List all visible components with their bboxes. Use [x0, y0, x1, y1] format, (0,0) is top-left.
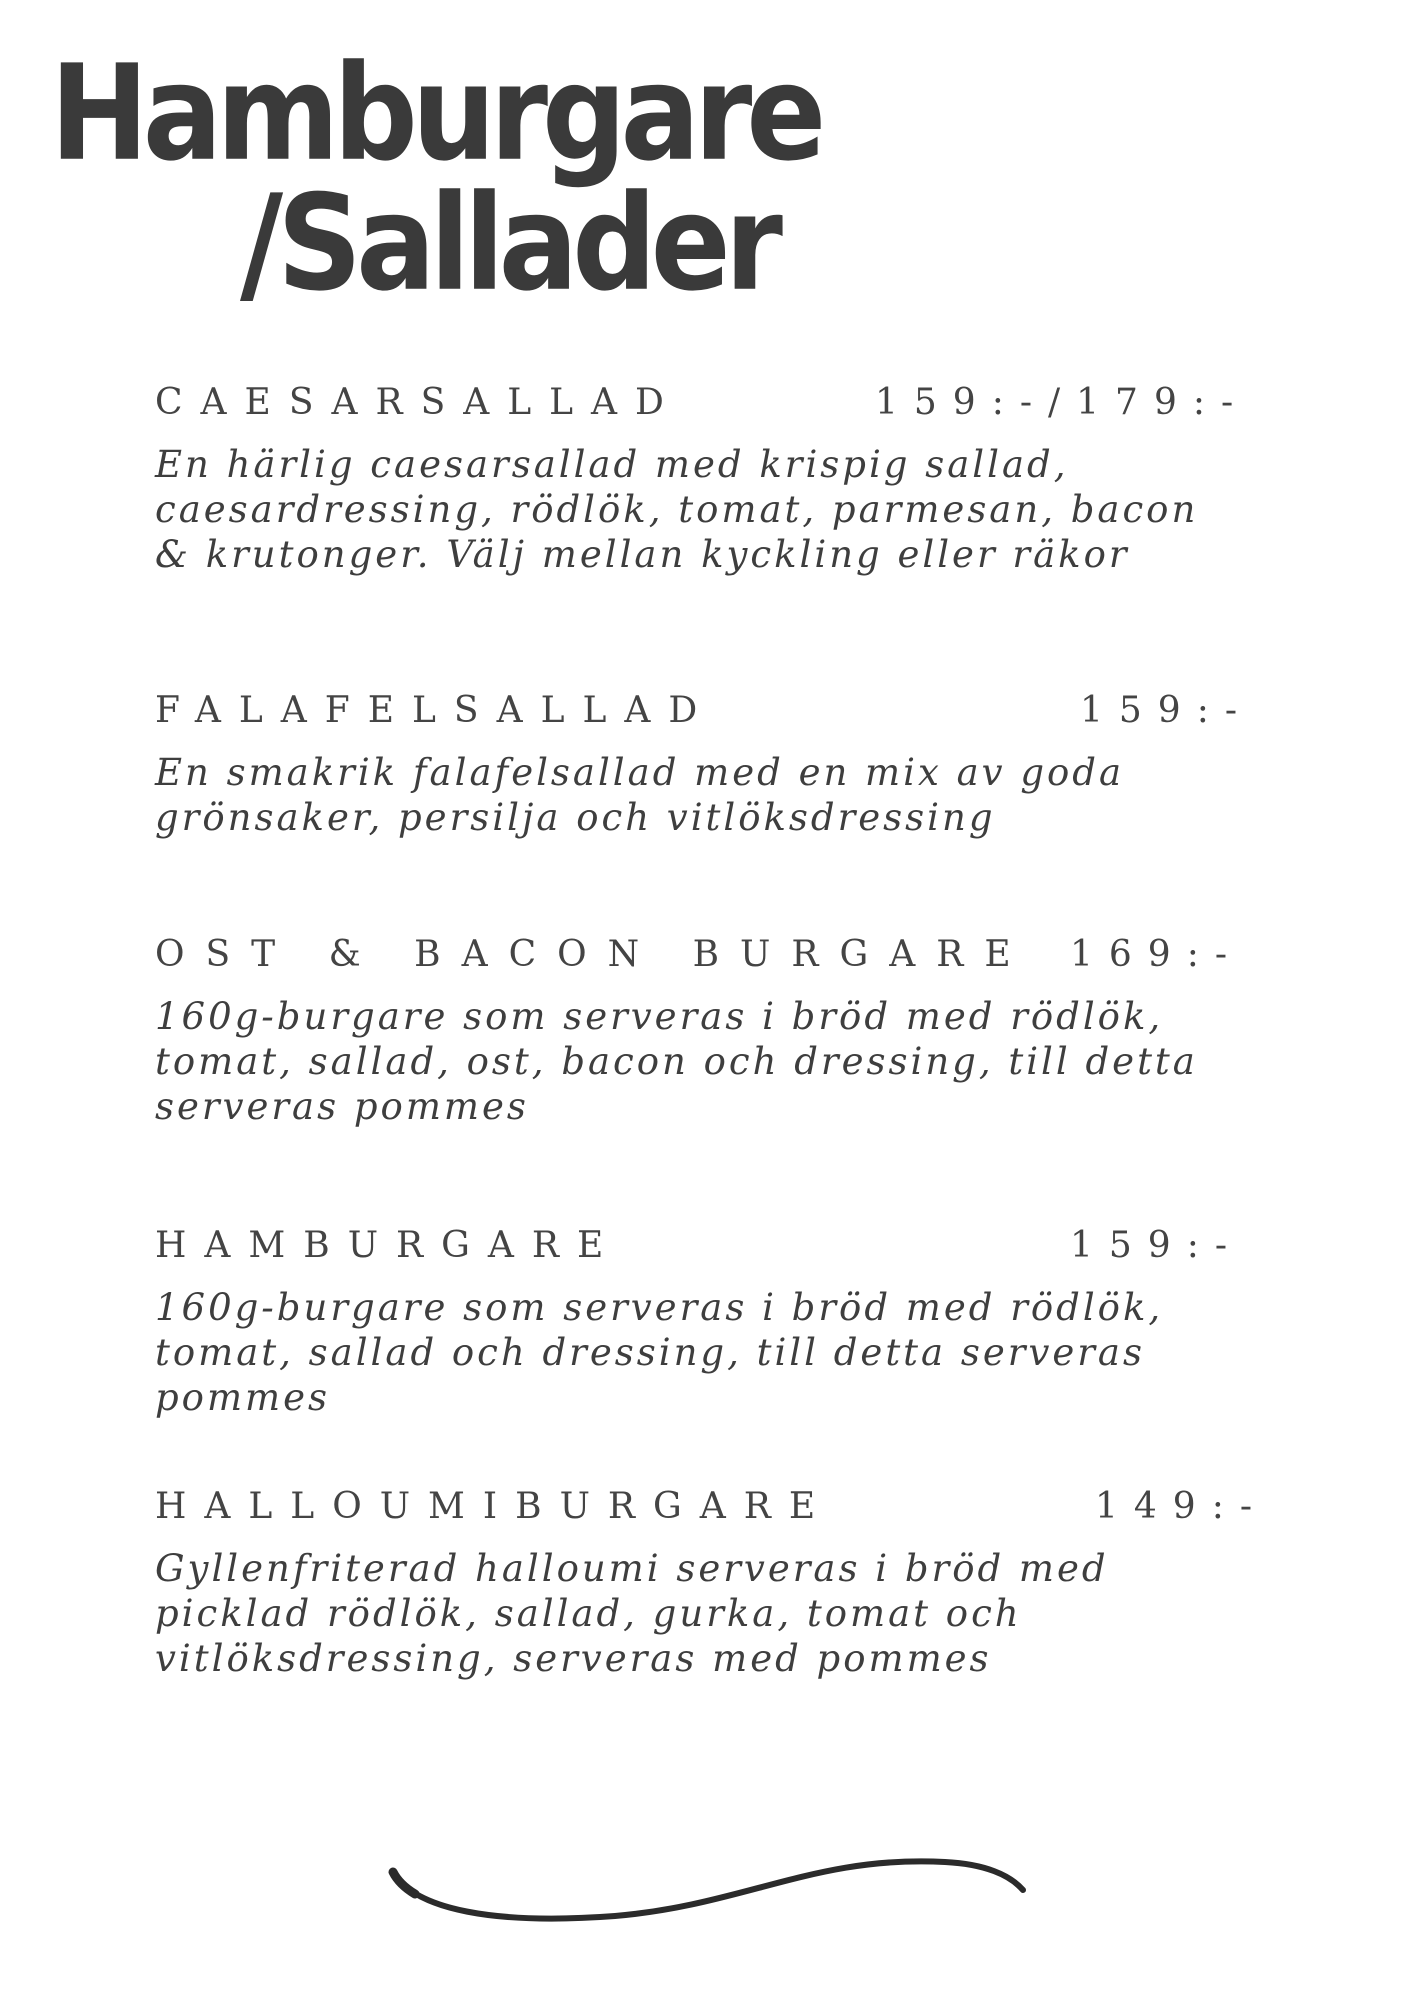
menu-item-price: 159:- — [1070, 1225, 1244, 1266]
swash-stroke — [393, 1861, 1023, 1918]
menu-item-name: HAMBURGARE — [155, 1225, 622, 1266]
menu-item-price: 159:-/179:- — [875, 382, 1250, 423]
menu-item-halloumiburgare — [155, 1486, 1269, 1681]
swash-tail — [393, 1872, 415, 1894]
menu-item-description: En smakrik falafelsallad med en mix av goda grönsaker, persilja och vitlöksdressing — [155, 751, 1125, 839]
menu-item-name: FALAFELSALLAD — [155, 690, 716, 731]
page-title-line-1: Hamburgare — [50, 35, 821, 191]
page-title-line-2: /Sallader — [240, 165, 777, 321]
menu-item-ost-bacon-burgare — [155, 934, 1255, 1129]
menu-item-name: CAESARSALLAD — [155, 382, 682, 423]
decorative-swash — [385, 1850, 1035, 1930]
menu-item-description: 160g-burgare som serveras i bröd med rödlök, tomat, sallad, ost, bacon och dressing, till detta serveras pommes — [155, 995, 1198, 1128]
menu-item-name: OST & BACON BURGARE — [155, 934, 1032, 975]
menu-item-caesarsallad — [155, 382, 1255, 577]
menu-item-price: 159:- — [1080, 690, 1254, 731]
menu-item-price: 169:- — [1070, 934, 1244, 975]
page-title — [50, 35, 821, 321]
menu-item-falafelsallad — [155, 690, 1255, 840]
menu-item-hamburgare — [155, 1225, 1255, 1420]
menu-item-price: 149:- — [1095, 1486, 1269, 1527]
menu-item-description: Gyllenfriterad halloumi serveras i bröd med picklad rödlök, sallad, gurka, tomat och vitlöksdressing, serveras med pommes — [155, 1547, 1109, 1680]
menu-item-name: HALLOUMIBURGARE — [155, 1486, 834, 1527]
menu-item-description: En härlig caesarsallad med krispig sallad, caesardressing, rödlök, tomat, parmesan, bacon & krutonger. Välj mellan kyckling eller räkor — [155, 443, 1199, 576]
menu-item-description: 160g-burgare som serveras i bröd med rödlök, tomat, sallad och dressing, till detta serveras pommes — [155, 1286, 1164, 1419]
